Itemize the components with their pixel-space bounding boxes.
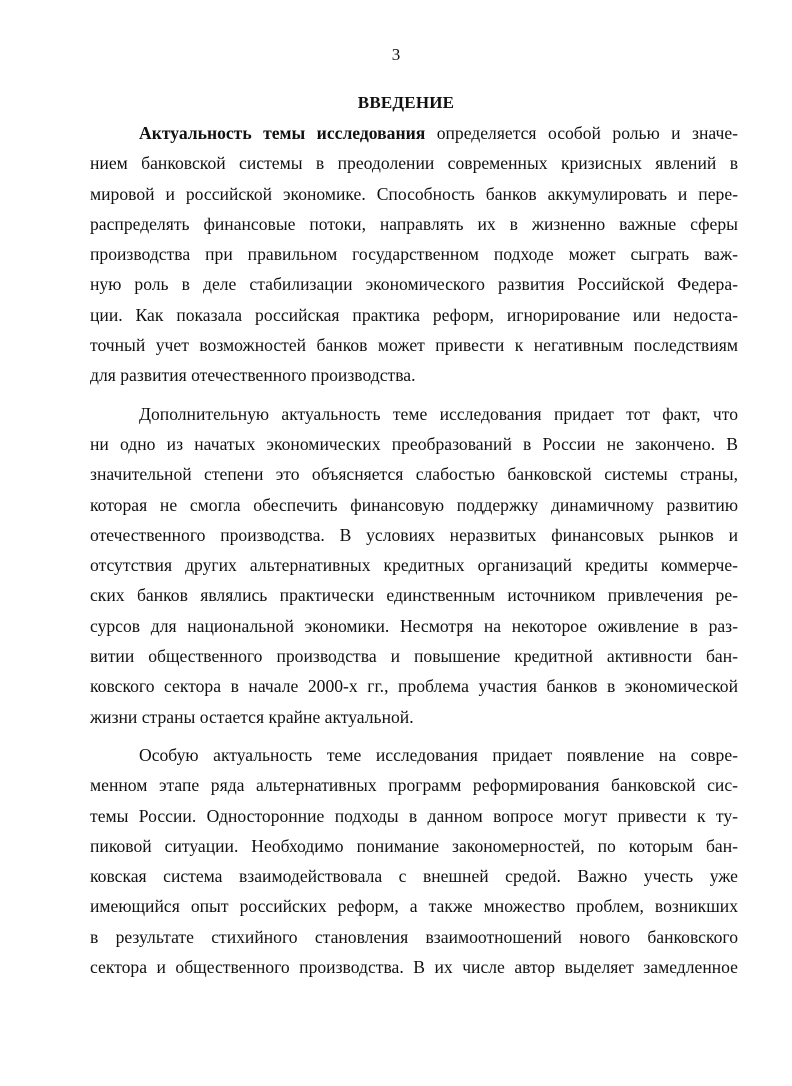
paragraph-line: сектора и общественного производства. В их числе автор выделяет замедленное <box>90 957 738 978</box>
paragraph-1 <box>90 118 738 391</box>
paragraph-line: отечественного производства. В условиях неразвитых финансовых рынков и <box>90 524 738 545</box>
line-text: определяется особой ролью и значе- <box>425 123 739 143</box>
section-title: ВВЕДЕНИЕ <box>357 93 455 112</box>
paragraph-line: ковского сектора в начале 2000-х гг., проблема участия банков в экономической <box>90 676 738 697</box>
paragraph-line: значительной степени это объясняется слабостью банковской системы страны, <box>90 464 738 485</box>
paragraph-2 <box>90 399 738 732</box>
paragraph-line: для развития отечественного производства. <box>90 365 416 386</box>
paragraph-line: отсутствия других альтернативных кредитных организаций кредиты коммерче- <box>90 555 738 576</box>
paragraph-line: имеющийся опыт российских реформ, а также множество проблем, возникших <box>90 896 738 917</box>
paragraph-line: нием банковской системы в преодолении современных кризисных явлений в <box>90 153 738 174</box>
paragraph-line: витии общественного производства и повышение кредитной активности бан- <box>90 646 738 667</box>
paragraph-line: производства при правильном государственном подходе может сыграть важ- <box>90 244 738 265</box>
paragraph-line: которая не смогла обеспечить финансовую поддержку динамичному развитию <box>90 494 738 515</box>
paragraph-line: мировой и российской экономике. Способность банков аккумулировать и пере- <box>90 183 738 204</box>
lead-phrase: Актуальность темы исследования <box>139 123 426 143</box>
paragraph-line: жизни страны остается крайне актуальной. <box>90 706 414 727</box>
paragraph-line: пиковой ситуации. Необходимо понимание закономерностей, по которым бан- <box>90 835 738 856</box>
paragraph-line: ную роль в деле стабилизации экономического развития Российской Федера- <box>90 274 738 295</box>
paragraph-line: Дополнительную актуальность теме исследования придает тот факт, что <box>139 403 738 424</box>
paragraph-line: распределять финансовые потоки, направлять их в жизненно важные сферы <box>90 213 738 234</box>
paragraph-line: ковская система взаимодействовала с внешней средой. Важно учесть уже <box>90 866 738 887</box>
paragraph-line: ции. Как показала российская практика реформ, игнорирование или недоста- <box>90 304 738 325</box>
paragraph-3 <box>90 740 738 982</box>
paragraph-line: темы России. Односторонние подходы в данном вопросе могут привести к ту- <box>90 805 738 826</box>
paragraph-line: точный учет возможностей банков может привести к негативным последствиям <box>90 335 738 356</box>
paragraph-line: ни одно из начатых экономических преобразований в России не закончено. В <box>90 433 738 454</box>
paragraph-line <box>90 118 738 148</box>
paragraph-line: сурсов для национальной экономики. Несмотря на некоторое оживление в раз- <box>90 615 738 636</box>
paragraph-line: Особую актуальность теме исследования придает появление на совре- <box>139 744 738 765</box>
body-text <box>90 118 738 982</box>
paragraph-line: в результате стихийного становления взаимоотношений нового банковского <box>90 926 738 947</box>
paragraph-line: ских банков являлись практически единственным источником привлечения ре- <box>90 585 738 606</box>
paragraph-line: менном этапе ряда альтернативных программ реформирования банковской сис- <box>90 775 738 796</box>
page-number: 3 <box>391 45 401 64</box>
